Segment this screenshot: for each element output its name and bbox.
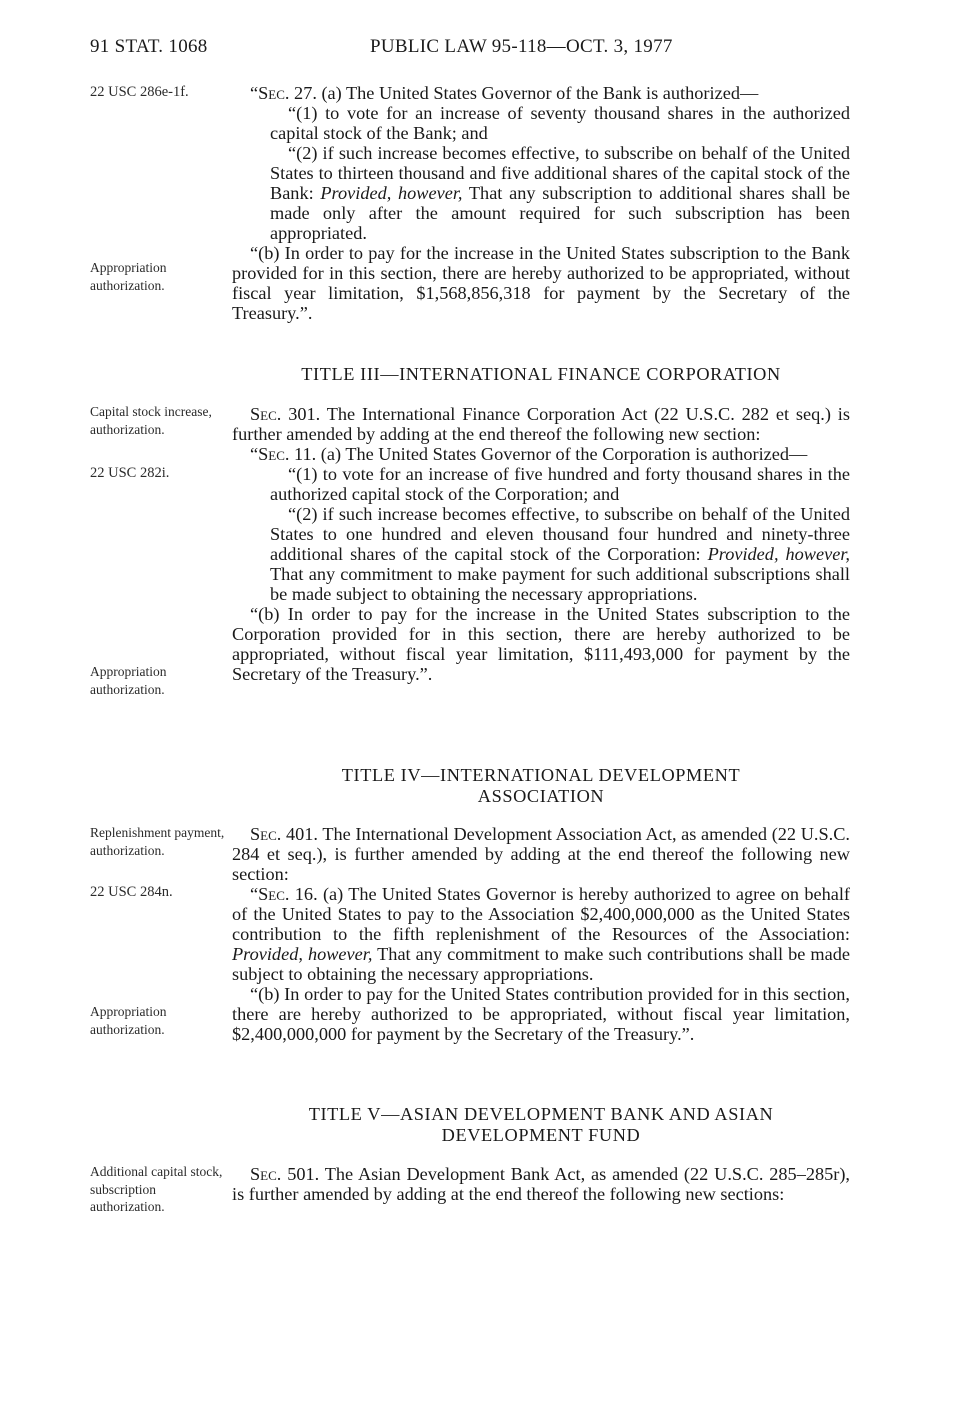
section-401-paragraph: Sec. 401. The International Development Association Act, as amended (22 U.S.C. 284 et seq.), is further amended by adding at the end thereof the following new section: [232,824,850,884]
margin-note-usc-286e: 22 USC 286e-1f. [90,84,189,100]
section-16-paragraph-a: “Sec. 16. (a) The United States Governor is hereby authorized to agree on behalf of the United States to pay to the Association $2,400,000,000 as the United States contribution to the fifth replenishment of the Resources of the Association: Provided, however, That any commitment to make such contributions shall be made subject to obtaining the necessary appropriations. [232,884,850,984]
margin-note-usc-282i: 22 USC 282i. [90,465,170,481]
title-3-block [232,404,850,684]
page-running-title: PUBLIC LAW 95-118—OCT. 3, 1977 [370,36,673,57]
title-5-heading-line-2: DEVELOPMENT FUND [441,1125,641,1145]
margin-note-replenishment: Replenishment payment, authorization. [90,825,225,858]
title-3-heading: TITLE III—INTERNATIONAL FINANCE CORPORATION [301,364,781,384]
margin-note-additional-capital: Additional capital stock, subscription authorization. [90,1164,223,1214]
margin-note-usc-284n: 22 USC 284n. [90,884,173,900]
section-301-paragraph: Sec. 301. The International Finance Corporation Act (22 U.S.C. 282 et seq.) is further amended by adding at the end thereof the following new section: [232,404,850,444]
section-11-paragraph-b: “(b) In order to pay for the increase in the United States subscription to the Corporation provided for in this section, there are hereby authorized to be appropriated, without fiscal year limitation, $111,493,000 for payment by the Secretary of the Treasury.”. [232,604,850,684]
section-27-paragraph-a: “Sec. 27. (a) The United States Governor of the Bank is authorized— [250,83,759,103]
section-11-paragraph-a: “Sec. 11. (a) The United States Governor of the Corporation is authorized— [250,444,808,464]
title-5-heading-line-1: TITLE V—ASIAN DEVELOPMENT BANK AND ASIAN [308,1104,774,1124]
section-11-item-1: “(1) to vote for an increase of five hundred and forty thousand shares in the authorized capital stock of the Corporation; and [270,464,850,504]
margin-note-appropriation-1: Appropriation authorization. [90,260,167,293]
margin-note-appropriation-3: Appropriation authorization. [90,1004,167,1037]
title-4-heading-line-1: TITLE IV—INTERNATIONAL DEVELOPMENT [341,765,741,785]
title-5-heading [232,1104,850,1146]
margin-note-appropriation-2: Appropriation authorization. [90,664,167,697]
section-27-item-2: “(2) if such increase becomes effective, to subscribe on behalf of the United States to thirteen thousand and five additional shares of the capital stock of the Bank: Provided, however, That any subscription to additional shares shall be made only after the amount required for such subscription has been appropriated. [270,143,850,243]
margin-note-capital-stock: Capital stock increase, authorization. [90,404,212,437]
title-4-heading-line-2: ASSOCIATION [477,786,605,806]
section-501-paragraph: Sec. 501. The Asian Development Bank Act, as amended (22 U.S.C. 285–285r), is further amended by adding at the end thereof the following new sections: [232,1164,850,1204]
section-27-paragraph-b: “(b) In order to pay for the increase in the United States subscription to the Bank provided for in this section, there are hereby authorized to be appropriated, without fiscal year limitation, $1,568,856,318 for payment by the Secretary of the Treasury.”. [232,243,850,323]
section-16-paragraph-b: “(b) In order to pay for the United States contribution provided for in this section, there are hereby authorized to be appropriated, without fiscal year limitation, $2,400,000,000 for payment by the Secretary of the Treasury.”. [232,984,850,1044]
title-4-heading [232,765,850,807]
title-4-block [232,824,850,1044]
section-11-item-2: “(2) if such increase becomes effective, to subscribe on behalf of the United States to one hundred and eleven thousand four hundred and ninety-three additional shares of the capital stock of the Corporation: Provided, however, That any commitment to make payment for such additional subscriptions shall be made subject to obtaining the necessary appropriations. [270,504,850,604]
section-27-block [232,83,850,323]
page-stat-citation: 91 STAT. 1068 [90,36,208,57]
section-27-item-1: “(1) to vote for an increase of seventy thousand shares in the authorized capital stock of the Bank; and [270,103,850,143]
title-5-block [232,1164,850,1204]
